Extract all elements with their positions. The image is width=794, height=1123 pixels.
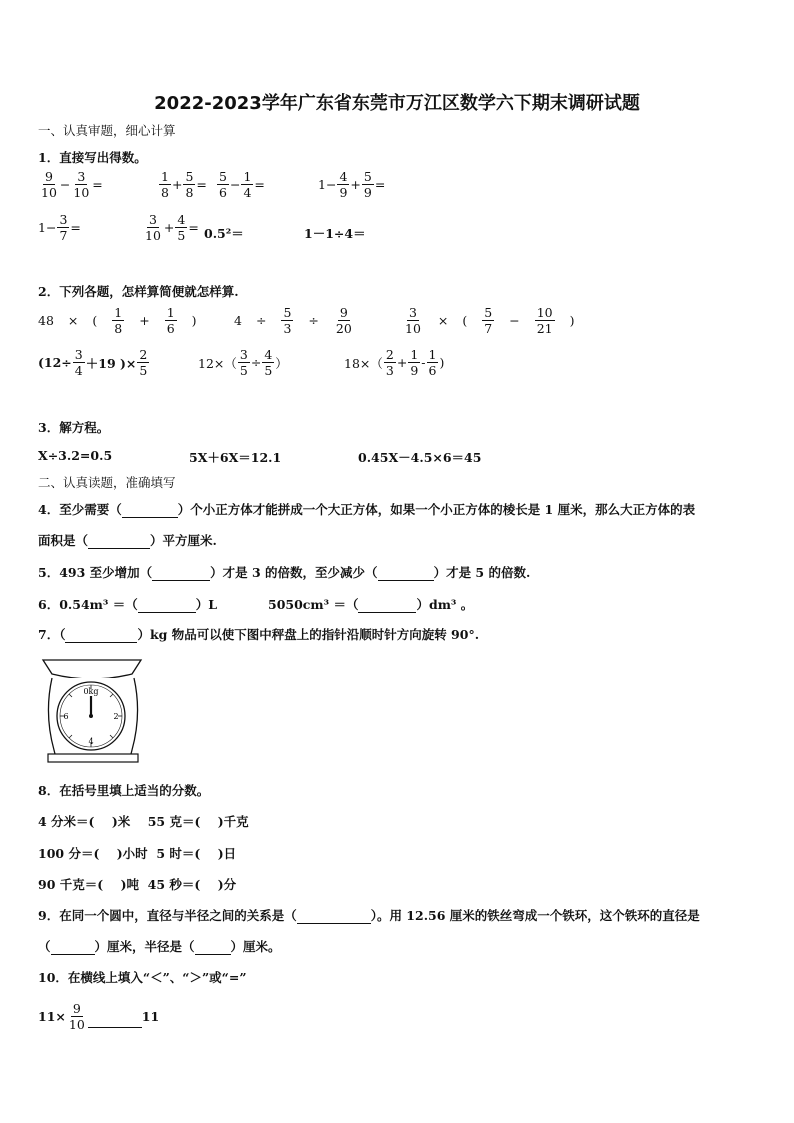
- equals: =: [70, 220, 81, 236]
- dial-label-top: 0kg: [83, 687, 99, 696]
- text: ＋19 )×: [85, 355, 137, 371]
- question-8-line-2: 100 分＝( )小时 5 时＝( )日: [38, 846, 237, 861]
- dial-label-left: 6: [63, 712, 69, 721]
- dial-label-right: 2: [113, 712, 119, 721]
- denominator: 10: [68, 1017, 85, 1033]
- text: 5050cm³ ＝（: [268, 597, 359, 612]
- denominator: 6: [166, 321, 175, 337]
- numerator: 4: [264, 347, 273, 362]
- text: ）个小正方体才能拼成一个大正方体，如果一个小正方体的棱长是 1 厘米，那么大正方体的表: [177, 502, 696, 517]
- denominator: 8: [185, 185, 194, 201]
- numerator: 1: [161, 169, 169, 184]
- question-5: [38, 563, 530, 581]
- denominator: 7: [59, 228, 68, 244]
- text: 11×: [38, 1009, 66, 1025]
- q1-expr-4: [318, 170, 385, 199]
- operator: −: [229, 177, 241, 193]
- prefix: 1−: [318, 177, 337, 193]
- operator: +: [163, 220, 175, 236]
- question-8-label: 8．在括号里填上适当的分数。: [38, 783, 210, 798]
- text: 6．0.54m³ ＝（: [38, 597, 138, 612]
- answer-blank[interactable]: [138, 600, 196, 613]
- q1-expr-1: [38, 170, 103, 199]
- text: 7．（: [38, 627, 66, 642]
- paren: ): [569, 313, 575, 329]
- denominator: 3: [385, 363, 394, 379]
- numerator: 9: [339, 305, 348, 320]
- kitchen-scale-figure: [38, 654, 148, 766]
- denominator: 4: [243, 185, 252, 201]
- section-heading-1: 一、认真审题，细心计算: [38, 123, 176, 138]
- answer-blank[interactable]: [88, 536, 150, 549]
- q1-expr-2: [158, 170, 207, 199]
- paren: (: [462, 313, 468, 329]
- text: 11: [141, 1009, 160, 1025]
- q2-expr-3: [402, 306, 575, 335]
- question-2-label: 2．下列各题，怎样算简便就怎样算.: [38, 284, 239, 299]
- numerator: 5: [484, 305, 493, 320]
- denominator: 6: [219, 185, 227, 201]
- denominator: 4: [74, 363, 83, 379]
- question-8-line-1: 4 分米＝( )米 55 克＝( )千克: [38, 814, 249, 829]
- question-1-label: 1．直接写出得数。: [38, 150, 147, 165]
- answer-blank[interactable]: [65, 630, 137, 643]
- question-10-expr: [38, 1002, 159, 1031]
- numerator: 5: [185, 169, 194, 184]
- text: （: [38, 939, 51, 954]
- text: ）。用 12.56 厘米的铁丝弯成一个铁环，这个铁环的直径是: [370, 908, 700, 923]
- denominator: 21: [536, 321, 553, 337]
- equals: =: [92, 177, 103, 193]
- q2-expr-5: [198, 348, 288, 377]
- text: ): [439, 355, 445, 371]
- text: ）厘米。: [230, 939, 281, 954]
- operator: −: [59, 177, 71, 193]
- answer-blank[interactable]: [122, 505, 178, 518]
- numerator: 2: [385, 347, 394, 362]
- operator: ÷: [308, 313, 319, 329]
- numerator: 1: [428, 347, 437, 362]
- text: 面积是（: [38, 533, 89, 548]
- denominator: 9: [339, 185, 348, 201]
- number: 48: [38, 313, 54, 329]
- denominator: 10: [405, 321, 421, 337]
- denominator: 7: [484, 321, 493, 337]
- question-10-label: 10．在横线上填入“＜”、“＞”或“=”: [38, 970, 247, 985]
- scale-pan: [43, 660, 141, 679]
- numerator: 9: [72, 1001, 81, 1016]
- text: 5．493 至少增加（: [38, 565, 153, 580]
- numerator: 4: [177, 212, 186, 227]
- q2-expr-2: [234, 306, 355, 335]
- numerator: 3: [239, 347, 248, 362]
- answer-blank[interactable]: [51, 942, 95, 955]
- number: 4: [234, 313, 242, 329]
- q2-expr-4: [38, 348, 150, 377]
- pointer-pivot: [89, 714, 93, 718]
- q3-equation-3: 0.45X－4.5×6＝45: [358, 450, 482, 465]
- text: ）dm³ 。: [416, 597, 474, 612]
- denominator: 5: [139, 363, 148, 379]
- denominator: 10: [145, 228, 161, 244]
- equals: =: [188, 220, 199, 236]
- numerator: 5: [283, 305, 292, 320]
- q1-expr-3: [216, 170, 265, 199]
- q2-expr-6: [344, 348, 444, 377]
- q3-equation-2: 5X＋6X＝12.1: [189, 450, 282, 465]
- q1-expr-5: [38, 213, 81, 242]
- denominator: 10: [73, 185, 90, 201]
- paren: ): [191, 313, 197, 329]
- denominator: 5: [264, 363, 273, 379]
- operator: +: [396, 355, 408, 371]
- numerator: 3: [59, 212, 68, 227]
- text: ）L: [195, 597, 217, 612]
- operator: ÷: [255, 313, 267, 329]
- operator: ×: [67, 313, 79, 329]
- question-4-line-1: [38, 500, 695, 518]
- text: ）kg 物品可以使下图中秤盘上的指针沿顺时针方向旋转 90°.: [137, 627, 480, 642]
- operator: −: [509, 313, 520, 329]
- answer-blank[interactable]: [195, 942, 231, 955]
- text: ）: [275, 355, 288, 371]
- text: 12×（: [198, 355, 237, 371]
- equals: =: [196, 177, 207, 193]
- denominator: 8: [161, 185, 169, 201]
- operator: +: [171, 177, 183, 193]
- text: ）才是 3 的倍数，至少减少（: [210, 565, 378, 580]
- text: ）厘米，半径是（: [94, 939, 195, 954]
- answer-blank[interactable]: [297, 911, 371, 924]
- text: 4．至少需要（: [38, 502, 122, 517]
- numerator: 3: [77, 169, 86, 184]
- numerator: 9: [44, 169, 53, 184]
- question-3-label: 3．解方程。: [38, 420, 110, 435]
- question-9-line-1: [38, 906, 700, 924]
- question-6-part-2: [268, 595, 473, 613]
- numerator: 3: [74, 347, 83, 362]
- numerator: 1: [166, 305, 175, 320]
- answer-blank[interactable]: [378, 568, 434, 581]
- scale-base: [48, 754, 138, 762]
- numerator: 2: [139, 347, 148, 362]
- denominator: 9: [363, 185, 372, 201]
- prefix: 1−: [38, 220, 57, 236]
- equals: =: [374, 177, 386, 193]
- operator: -: [421, 355, 426, 371]
- numerator: 3: [408, 305, 417, 320]
- numerator: 1: [410, 347, 419, 362]
- q1-expr-8: 1－1÷4＝: [304, 226, 366, 241]
- answer-blank[interactable]: [152, 568, 210, 581]
- paren: (: [92, 313, 98, 329]
- page-title: 2022-2023学年广东省东莞市万江区数学六下期末调研试题: [154, 93, 640, 114]
- denominator: 9: [410, 363, 419, 379]
- numerator: 1: [243, 169, 252, 184]
- denominator: 5: [239, 363, 248, 379]
- q1-expr-7: 0.5²＝: [204, 226, 244, 241]
- operator: +: [139, 313, 150, 329]
- q2-expr-1: [38, 306, 197, 335]
- question-6-part-1: [38, 595, 217, 613]
- question-7: [38, 625, 479, 643]
- answer-blank[interactable]: [88, 1015, 142, 1028]
- numerator: 10: [536, 305, 553, 320]
- denominator: 5: [177, 228, 186, 244]
- text: 18×（: [344, 355, 383, 371]
- section-heading-2: 二、认真读题，准确填写: [38, 475, 176, 490]
- question-4-line-2: [38, 531, 217, 549]
- operator: +: [350, 177, 361, 193]
- denominator: 6: [428, 363, 437, 379]
- question-9-line-2: [38, 937, 281, 955]
- text: 9．在同一个圆中，直径与半径之间的关系是（: [38, 908, 297, 923]
- answer-blank[interactable]: [358, 600, 416, 613]
- equals: =: [254, 177, 265, 193]
- denominator: 20: [335, 321, 352, 337]
- text: ）才是 5 的倍数.: [433, 565, 531, 580]
- operator: ÷: [250, 355, 262, 371]
- dial-label-bottom: 4: [88, 737, 94, 746]
- q3-equation-1: X÷3.2=0.5: [38, 448, 113, 463]
- denominator: 10: [41, 185, 57, 201]
- numerator: 5: [219, 169, 227, 184]
- numerator: 1: [114, 305, 123, 320]
- question-8-line-3: 90 千克＝( )吨 45 秒＝( )分: [38, 877, 237, 892]
- text: (12÷: [38, 355, 72, 371]
- numerator: 3: [148, 212, 157, 227]
- denominator: 8: [114, 321, 123, 337]
- operator: ×: [437, 313, 449, 329]
- numerator: 5: [363, 169, 372, 184]
- text: ）平方厘米.: [150, 533, 217, 548]
- numerator: 4: [339, 169, 348, 184]
- denominator: 3: [283, 321, 292, 337]
- q1-expr-6: [142, 213, 199, 242]
